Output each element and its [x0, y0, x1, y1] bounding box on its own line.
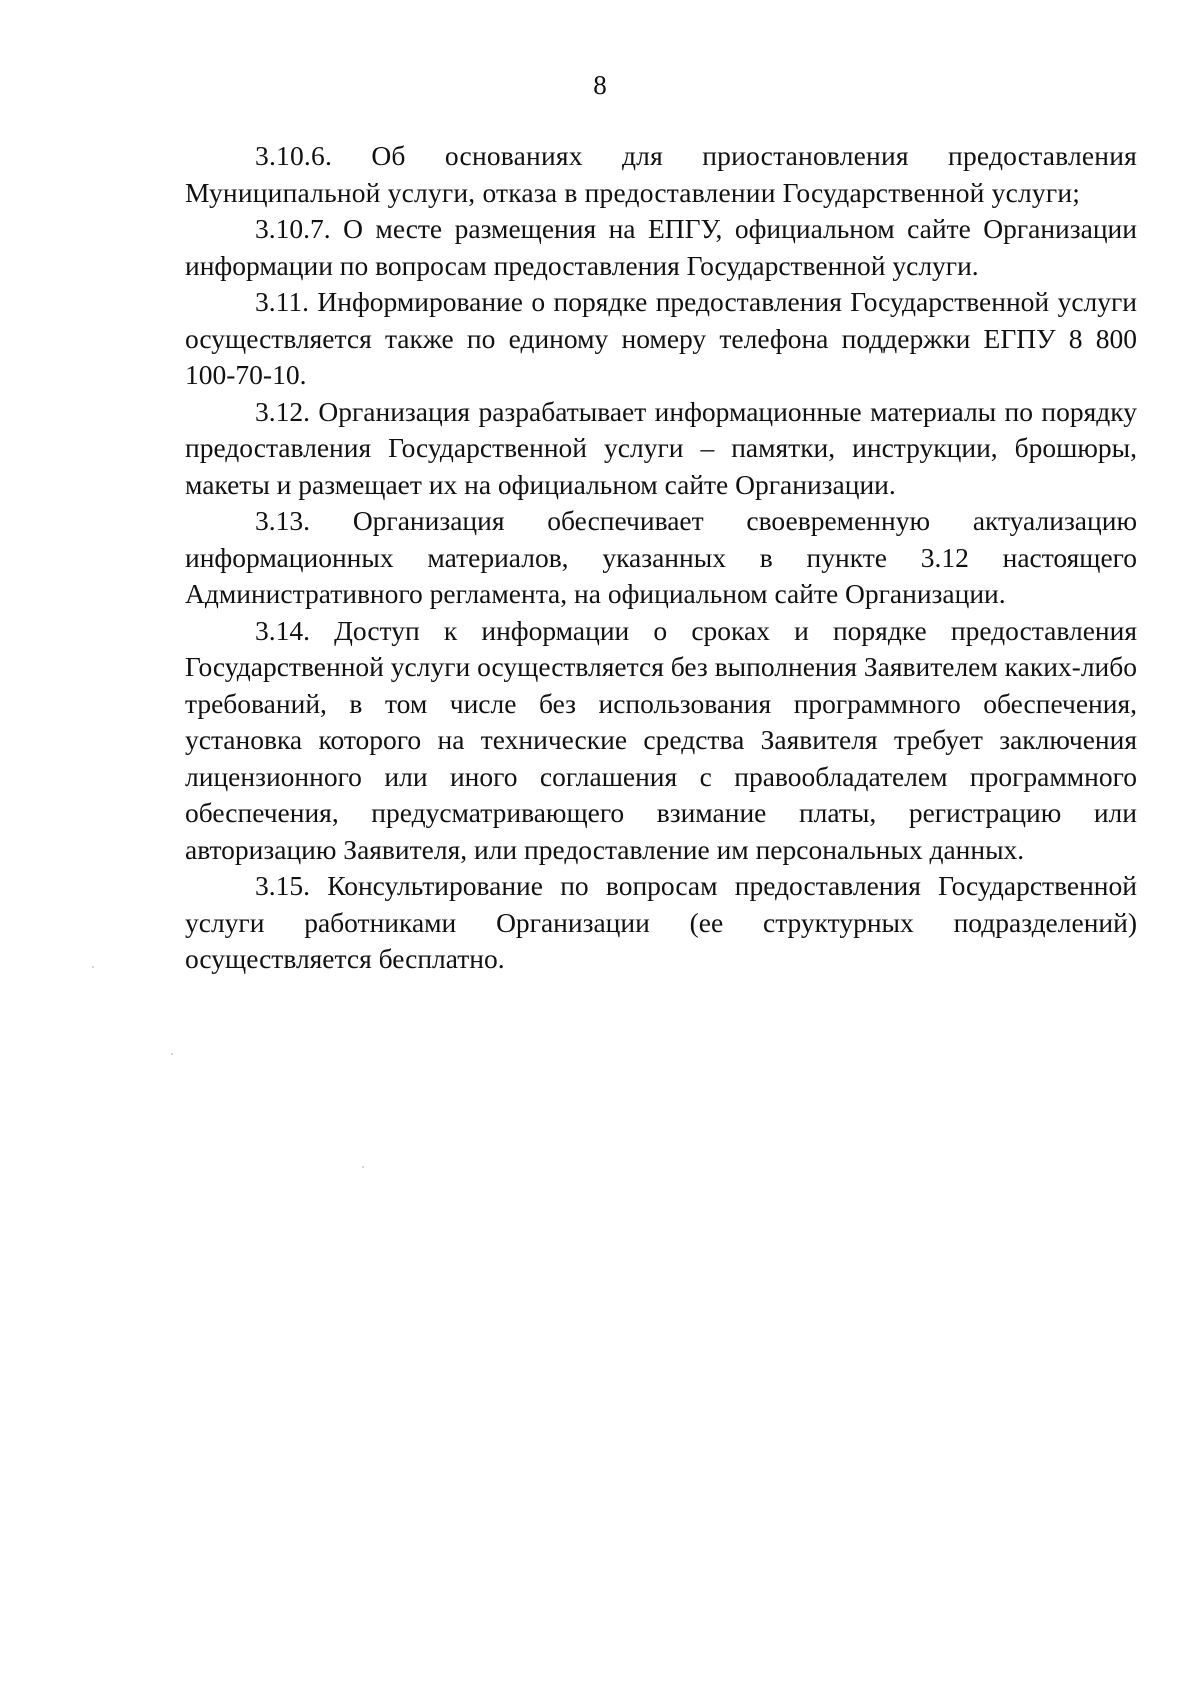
paragraph-3-11: 3.11. Информирование о порядке предоставления Государственной услуги осуществляется также по единому номеру телефона поддержки ЕГПУ 8 800 100-70-10. — [185, 286, 1137, 390]
paragraph-3-14: 3.14. Доступ к информации о сроках и порядке предоставления Государственной услуги осуществляется без выполнения Заявителем каких-либо требований, в том числе без использования программного обеспечения, установка которого на технические средства Заявителя требует заключения лицензионного или иного соглашения с правообладателем программного обеспечения, предусматривающего взимание платы, регистрацию или авторизацию Заявителя, или предоставление им персональных данных. — [185, 614, 1137, 865]
scan-speck — [171, 1053, 173, 1055]
page-number: 8 — [593, 70, 607, 100]
scan-speck — [92, 966, 94, 968]
paragraph-3-13: 3.13. Организация обеспечивает своевременную актуализацию информационных материалов, указанных в пункте 3.12 настоящего Административного регламента, на официальном сайте Организации. — [185, 505, 1137, 609]
document-body — [185, 138, 1137, 978]
paragraph-3-12: 3.12. Организация разрабатывает информационные материалы по порядку предоставления Государственной услуги – памятки, инструкции, брошюры, макеты и размещает их на официальном сайте Организации. — [185, 395, 1137, 500]
scan-speck — [362, 1166, 364, 1168]
paragraph-3-10-7: 3.10.7. О месте размещения на ЕПГУ, официальном сайте Организации информации по вопросам предоставления Государственной услуги. — [185, 213, 1137, 281]
paragraph-3-10-6: 3.10.6. Об основаниях для приостановления предоставления Муниципальной услуги, отказа в предоставлении Государственной услуги; — [185, 140, 1137, 208]
paragraph-3-15: 3.15. Консультирование по вопросам предоставления Государственной услуги работниками Организации (ее структурных подразделений) осуществляется бесплатно. — [185, 870, 1137, 974]
